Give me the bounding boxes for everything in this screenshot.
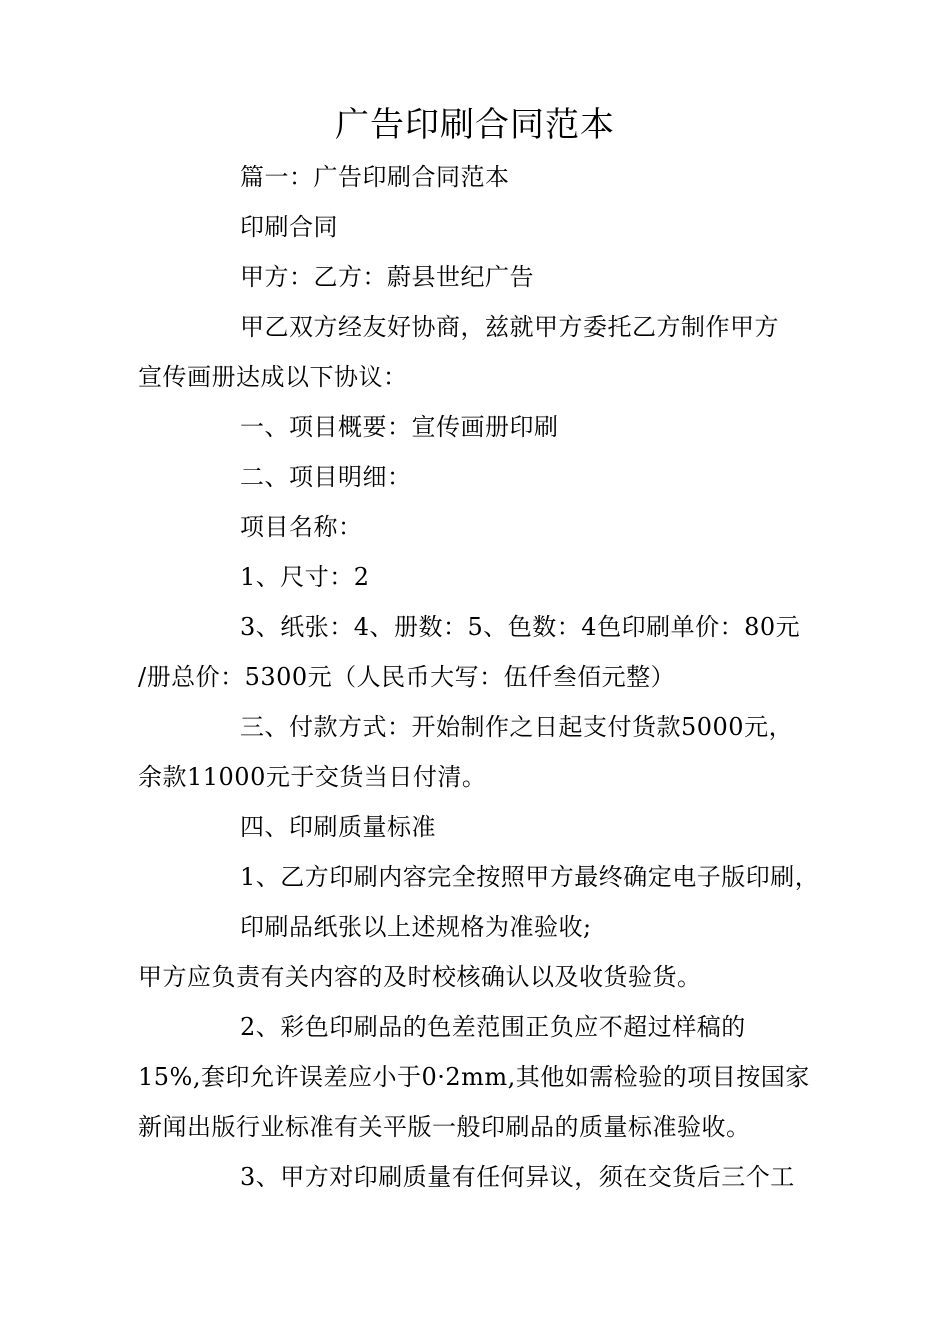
- paragraph-line: 四、印刷质量标准: [240, 813, 436, 841]
- paragraph-line: 项目名称：: [240, 513, 363, 541]
- paragraph-line: 甲方应负责有关内容的及时校核确认以及收货验货。: [138, 963, 702, 991]
- paragraph-line: 甲乙双方经友好协商，兹就甲方委托乙方制作甲方: [240, 313, 779, 341]
- paragraph-line: 3、甲方对印刷质量有任何异议，须在交货后三个工: [240, 1163, 795, 1191]
- paragraph-line: 1、乙方印刷内容完全按照甲方最终确定电子版印刷，: [240, 863, 820, 891]
- paragraph-line: 二、项目明细：: [240, 463, 412, 491]
- paragraph-line: /册总价：5300元（人民币大写：伍仟叁佰元整）: [138, 663, 676, 691]
- paragraph-line: 印刷品纸张以上述规格为准验收;: [240, 913, 592, 941]
- document-title: 广告印刷合同范本: [335, 105, 615, 145]
- paragraph-line: 甲方：乙方：蔚县世纪广告: [240, 263, 534, 291]
- paragraph-line: 1、尺寸：2: [240, 563, 370, 591]
- paragraph-line: 3、纸张：4、册数：5、色数：4色印刷单价：80元: [240, 613, 801, 641]
- paragraph-line: 印刷合同: [240, 213, 338, 241]
- paragraph-line: 15%,套印允许误差应小于0·2mm,其他如需检验的项目按国家: [138, 1063, 810, 1091]
- paragraph-line: 宣传画册达成以下协议：: [138, 363, 408, 391]
- paragraph-line: 一、项目概要：宣传画册印刷: [240, 413, 559, 441]
- paragraph-line: 篇一：广告印刷合同范本: [240, 163, 510, 191]
- paragraph-line: 三、付款方式：开始制作之日起支付货款5000元，: [240, 713, 794, 741]
- paragraph-line: 新闻出版行业标准有关平版一般印刷品的质量标准验收。: [138, 1113, 751, 1141]
- paragraph-line: 2、彩色印刷品的色差范围正负应不超过样稿的: [240, 1013, 746, 1041]
- paragraph-line: 余款11000元于交货当日付清。: [138, 763, 487, 791]
